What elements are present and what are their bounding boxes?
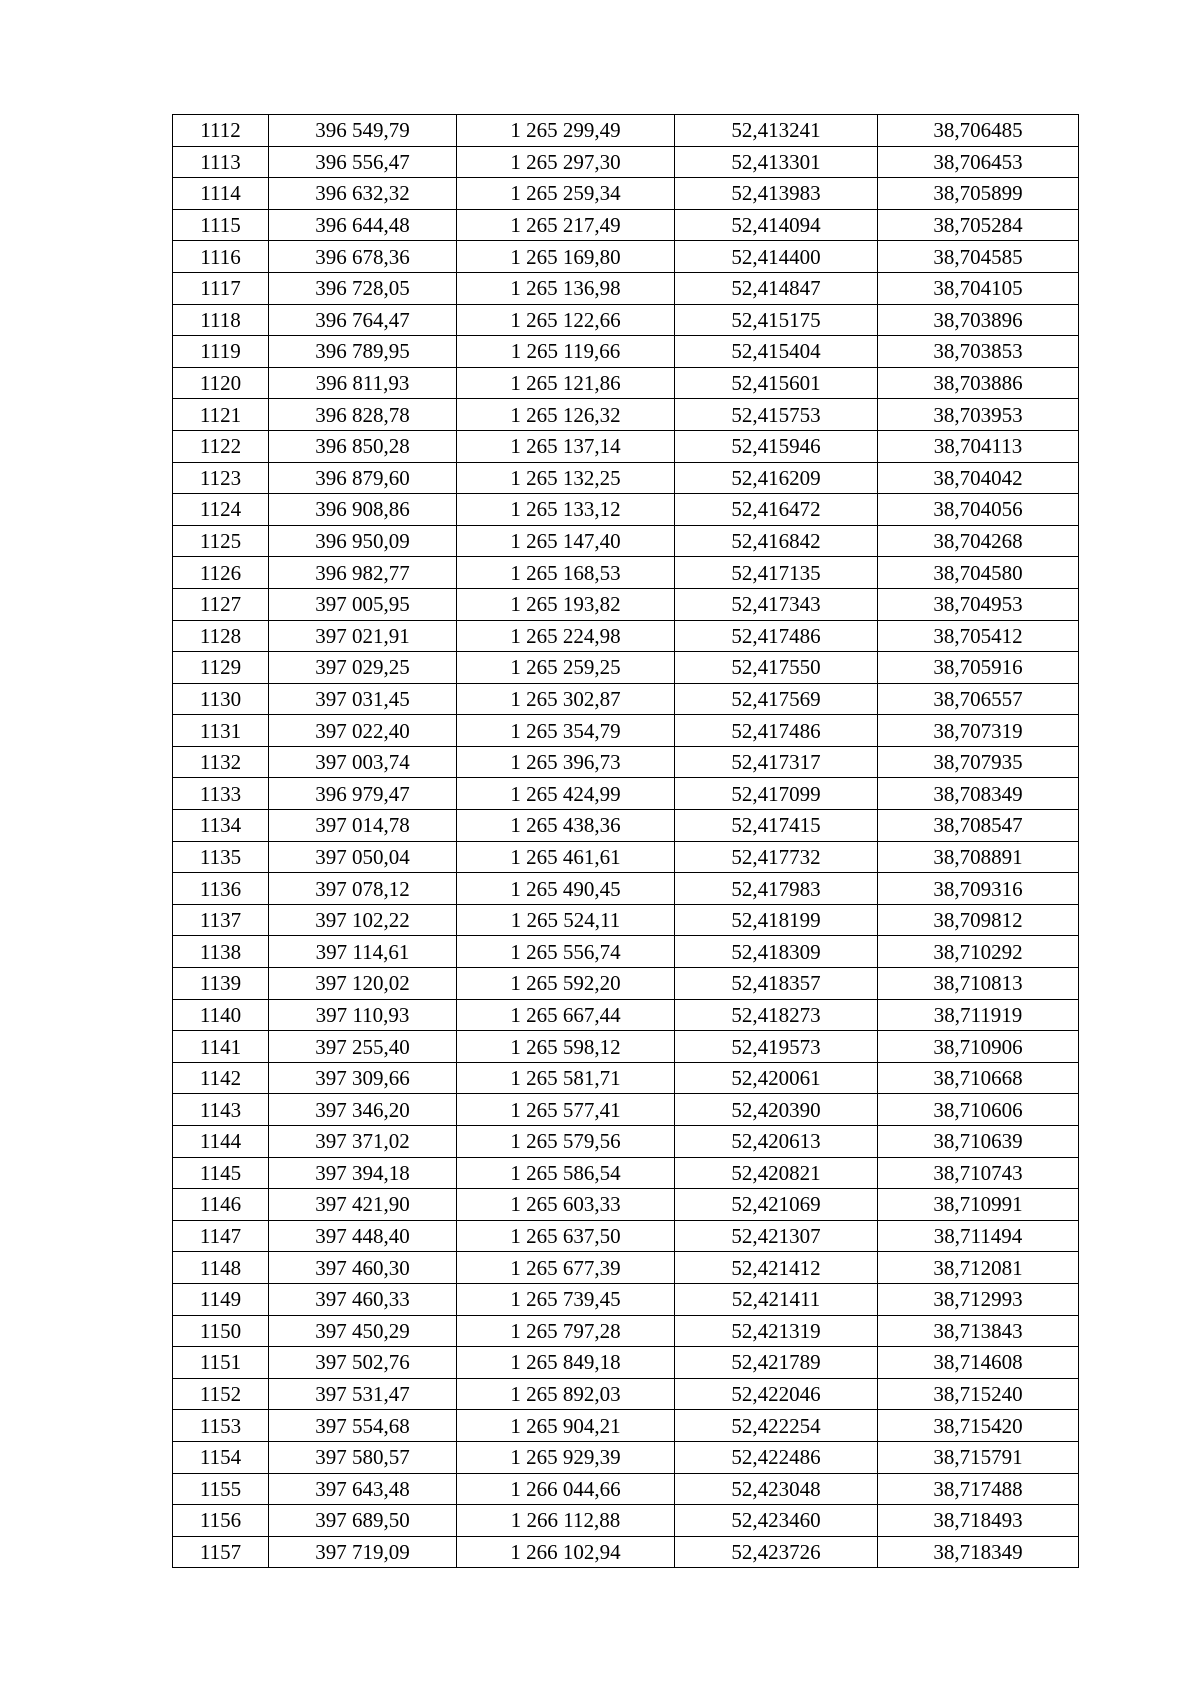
x-coordinate-cell: 397 450,29 bbox=[269, 1315, 457, 1347]
longitude-cell: 38,706453 bbox=[878, 146, 1079, 178]
longitude-cell: 38,704268 bbox=[878, 525, 1079, 557]
latitude-cell: 52,417343 bbox=[675, 588, 878, 620]
longitude-cell: 38,711494 bbox=[878, 1220, 1079, 1252]
x-coordinate-cell: 397 110,93 bbox=[269, 999, 457, 1031]
longitude-cell: 38,709812 bbox=[878, 904, 1079, 936]
coordinates-table bbox=[172, 114, 1079, 1568]
point-number-cell: 1121 bbox=[173, 399, 269, 431]
latitude-cell: 52,421412 bbox=[675, 1252, 878, 1284]
longitude-cell: 38,707319 bbox=[878, 715, 1079, 747]
x-coordinate-cell: 396 632,32 bbox=[269, 178, 457, 210]
y-coordinate-cell: 1 265 126,32 bbox=[457, 399, 675, 431]
point-number-cell: 1116 bbox=[173, 241, 269, 273]
point-number-cell: 1144 bbox=[173, 1126, 269, 1158]
longitude-cell: 38,710743 bbox=[878, 1157, 1079, 1189]
table-row bbox=[173, 778, 1079, 810]
table-row bbox=[173, 936, 1079, 968]
latitude-cell: 52,413241 bbox=[675, 115, 878, 147]
longitude-cell: 38,703886 bbox=[878, 367, 1079, 399]
point-number-cell: 1117 bbox=[173, 272, 269, 304]
latitude-cell: 52,414094 bbox=[675, 209, 878, 241]
latitude-cell: 52,418199 bbox=[675, 904, 878, 936]
latitude-cell: 52,422046 bbox=[675, 1378, 878, 1410]
table-row bbox=[173, 1126, 1079, 1158]
x-coordinate-cell: 396 850,28 bbox=[269, 430, 457, 462]
coordinates-table-body bbox=[173, 115, 1079, 1568]
x-coordinate-cell: 397 643,48 bbox=[269, 1473, 457, 1505]
x-coordinate-cell: 396 811,93 bbox=[269, 367, 457, 399]
latitude-cell: 52,421411 bbox=[675, 1283, 878, 1315]
x-coordinate-cell: 396 979,47 bbox=[269, 778, 457, 810]
x-coordinate-cell: 397 050,04 bbox=[269, 841, 457, 873]
point-number-cell: 1148 bbox=[173, 1252, 269, 1284]
latitude-cell: 52,417135 bbox=[675, 557, 878, 589]
y-coordinate-cell: 1 265 929,39 bbox=[457, 1441, 675, 1473]
latitude-cell: 52,417569 bbox=[675, 683, 878, 715]
latitude-cell: 52,417486 bbox=[675, 620, 878, 652]
longitude-cell: 38,708891 bbox=[878, 841, 1079, 873]
point-number-cell: 1138 bbox=[173, 936, 269, 968]
point-number-cell: 1115 bbox=[173, 209, 269, 241]
x-coordinate-cell: 397 005,95 bbox=[269, 588, 457, 620]
longitude-cell: 38,710668 bbox=[878, 1062, 1079, 1094]
point-number-cell: 1114 bbox=[173, 178, 269, 210]
x-coordinate-cell: 396 549,79 bbox=[269, 115, 457, 147]
table-row bbox=[173, 462, 1079, 494]
point-number-cell: 1113 bbox=[173, 146, 269, 178]
point-number-cell: 1139 bbox=[173, 968, 269, 1000]
longitude-cell: 38,710639 bbox=[878, 1126, 1079, 1158]
latitude-cell: 52,420390 bbox=[675, 1094, 878, 1126]
longitude-cell: 38,703896 bbox=[878, 304, 1079, 336]
longitude-cell: 38,718349 bbox=[878, 1536, 1079, 1568]
point-number-cell: 1154 bbox=[173, 1441, 269, 1473]
table-row bbox=[173, 304, 1079, 336]
point-number-cell: 1124 bbox=[173, 494, 269, 526]
x-coordinate-cell: 397 394,18 bbox=[269, 1157, 457, 1189]
point-number-cell: 1147 bbox=[173, 1220, 269, 1252]
longitude-cell: 38,708349 bbox=[878, 778, 1079, 810]
point-number-cell: 1140 bbox=[173, 999, 269, 1031]
latitude-cell: 52,422486 bbox=[675, 1441, 878, 1473]
table-row bbox=[173, 1347, 1079, 1379]
x-coordinate-cell: 396 879,60 bbox=[269, 462, 457, 494]
latitude-cell: 52,417486 bbox=[675, 715, 878, 747]
point-number-cell: 1145 bbox=[173, 1157, 269, 1189]
longitude-cell: 38,709316 bbox=[878, 873, 1079, 905]
table-row bbox=[173, 620, 1079, 652]
y-coordinate-cell: 1 265 224,98 bbox=[457, 620, 675, 652]
table-row bbox=[173, 399, 1079, 431]
y-coordinate-cell: 1 265 461,61 bbox=[457, 841, 675, 873]
longitude-cell: 38,704056 bbox=[878, 494, 1079, 526]
x-coordinate-cell: 397 346,20 bbox=[269, 1094, 457, 1126]
y-coordinate-cell: 1 265 603,33 bbox=[457, 1189, 675, 1221]
y-coordinate-cell: 1 265 132,25 bbox=[457, 462, 675, 494]
y-coordinate-cell: 1 265 147,40 bbox=[457, 525, 675, 557]
longitude-cell: 38,715240 bbox=[878, 1378, 1079, 1410]
point-number-cell: 1119 bbox=[173, 336, 269, 368]
latitude-cell: 52,423726 bbox=[675, 1536, 878, 1568]
y-coordinate-cell: 1 265 438,36 bbox=[457, 810, 675, 842]
point-number-cell: 1127 bbox=[173, 588, 269, 620]
longitude-cell: 38,710606 bbox=[878, 1094, 1079, 1126]
longitude-cell: 38,717488 bbox=[878, 1473, 1079, 1505]
x-coordinate-cell: 397 078,12 bbox=[269, 873, 457, 905]
table-row bbox=[173, 1189, 1079, 1221]
latitude-cell: 52,415753 bbox=[675, 399, 878, 431]
latitude-cell: 52,418309 bbox=[675, 936, 878, 968]
x-coordinate-cell: 397 580,57 bbox=[269, 1441, 457, 1473]
longitude-cell: 38,715791 bbox=[878, 1441, 1079, 1473]
x-coordinate-cell: 397 102,22 bbox=[269, 904, 457, 936]
longitude-cell: 38,710906 bbox=[878, 1031, 1079, 1063]
point-number-cell: 1152 bbox=[173, 1378, 269, 1410]
latitude-cell: 52,422254 bbox=[675, 1410, 878, 1442]
table-row bbox=[173, 1220, 1079, 1252]
y-coordinate-cell: 1 265 259,34 bbox=[457, 178, 675, 210]
point-number-cell: 1142 bbox=[173, 1062, 269, 1094]
x-coordinate-cell: 397 448,40 bbox=[269, 1220, 457, 1252]
table-row bbox=[173, 683, 1079, 715]
table-row bbox=[173, 241, 1079, 273]
x-coordinate-cell: 397 022,40 bbox=[269, 715, 457, 747]
x-coordinate-cell: 397 021,91 bbox=[269, 620, 457, 652]
point-number-cell: 1134 bbox=[173, 810, 269, 842]
longitude-cell: 38,706485 bbox=[878, 115, 1079, 147]
y-coordinate-cell: 1 265 137,14 bbox=[457, 430, 675, 462]
table-row bbox=[173, 494, 1079, 526]
x-coordinate-cell: 396 789,95 bbox=[269, 336, 457, 368]
table-row bbox=[173, 146, 1079, 178]
y-coordinate-cell: 1 265 892,03 bbox=[457, 1378, 675, 1410]
latitude-cell: 52,418357 bbox=[675, 968, 878, 1000]
x-coordinate-cell: 397 031,45 bbox=[269, 683, 457, 715]
table-row bbox=[173, 1378, 1079, 1410]
x-coordinate-cell: 396 908,86 bbox=[269, 494, 457, 526]
x-coordinate-cell: 397 554,68 bbox=[269, 1410, 457, 1442]
table-row bbox=[173, 652, 1079, 684]
point-number-cell: 1120 bbox=[173, 367, 269, 399]
latitude-cell: 52,417983 bbox=[675, 873, 878, 905]
x-coordinate-cell: 397 029,25 bbox=[269, 652, 457, 684]
longitude-cell: 38,712081 bbox=[878, 1252, 1079, 1284]
x-coordinate-cell: 397 003,74 bbox=[269, 746, 457, 778]
x-coordinate-cell: 396 678,36 bbox=[269, 241, 457, 273]
y-coordinate-cell: 1 265 667,44 bbox=[457, 999, 675, 1031]
x-coordinate-cell: 397 531,47 bbox=[269, 1378, 457, 1410]
y-coordinate-cell: 1 265 133,12 bbox=[457, 494, 675, 526]
table-row bbox=[173, 1094, 1079, 1126]
y-coordinate-cell: 1 265 577,41 bbox=[457, 1094, 675, 1126]
y-coordinate-cell: 1 266 102,94 bbox=[457, 1536, 675, 1568]
longitude-cell: 38,710292 bbox=[878, 936, 1079, 968]
point-number-cell: 1136 bbox=[173, 873, 269, 905]
y-coordinate-cell: 1 265 797,28 bbox=[457, 1315, 675, 1347]
latitude-cell: 52,417099 bbox=[675, 778, 878, 810]
y-coordinate-cell: 1 265 136,98 bbox=[457, 272, 675, 304]
longitude-cell: 38,713843 bbox=[878, 1315, 1079, 1347]
x-coordinate-cell: 396 644,48 bbox=[269, 209, 457, 241]
longitude-cell: 38,704585 bbox=[878, 241, 1079, 273]
table-row bbox=[173, 178, 1079, 210]
y-coordinate-cell: 1 265 424,99 bbox=[457, 778, 675, 810]
point-number-cell: 1141 bbox=[173, 1031, 269, 1063]
y-coordinate-cell: 1 265 297,30 bbox=[457, 146, 675, 178]
table-row bbox=[173, 1031, 1079, 1063]
table-row bbox=[173, 746, 1079, 778]
point-number-cell: 1125 bbox=[173, 525, 269, 557]
longitude-cell: 38,711919 bbox=[878, 999, 1079, 1031]
x-coordinate-cell: 397 371,02 bbox=[269, 1126, 457, 1158]
point-number-cell: 1149 bbox=[173, 1283, 269, 1315]
longitude-cell: 38,707935 bbox=[878, 746, 1079, 778]
y-coordinate-cell: 1 265 739,45 bbox=[457, 1283, 675, 1315]
latitude-cell: 52,413983 bbox=[675, 178, 878, 210]
table-row bbox=[173, 525, 1079, 557]
point-number-cell: 1130 bbox=[173, 683, 269, 715]
y-coordinate-cell: 1 265 168,53 bbox=[457, 557, 675, 589]
table-row bbox=[173, 810, 1079, 842]
x-coordinate-cell: 396 982,77 bbox=[269, 557, 457, 589]
point-number-cell: 1151 bbox=[173, 1347, 269, 1379]
x-coordinate-cell: 397 502,76 bbox=[269, 1347, 457, 1379]
longitude-cell: 38,703953 bbox=[878, 399, 1079, 431]
longitude-cell: 38,710991 bbox=[878, 1189, 1079, 1221]
y-coordinate-cell: 1 265 586,54 bbox=[457, 1157, 675, 1189]
x-coordinate-cell: 397 014,78 bbox=[269, 810, 457, 842]
table-row bbox=[173, 367, 1079, 399]
latitude-cell: 52,416209 bbox=[675, 462, 878, 494]
longitude-cell: 38,715420 bbox=[878, 1410, 1079, 1442]
y-coordinate-cell: 1 265 121,86 bbox=[457, 367, 675, 399]
latitude-cell: 52,421069 bbox=[675, 1189, 878, 1221]
point-number-cell: 1150 bbox=[173, 1315, 269, 1347]
x-coordinate-cell: 397 421,90 bbox=[269, 1189, 457, 1221]
y-coordinate-cell: 1 265 259,25 bbox=[457, 652, 675, 684]
latitude-cell: 52,421307 bbox=[675, 1220, 878, 1252]
x-coordinate-cell: 397 719,09 bbox=[269, 1536, 457, 1568]
table-row bbox=[173, 272, 1079, 304]
x-coordinate-cell: 396 764,47 bbox=[269, 304, 457, 336]
longitude-cell: 38,712993 bbox=[878, 1283, 1079, 1315]
y-coordinate-cell: 1 265 524,11 bbox=[457, 904, 675, 936]
x-coordinate-cell: 396 728,05 bbox=[269, 272, 457, 304]
longitude-cell: 38,704113 bbox=[878, 430, 1079, 462]
latitude-cell: 52,415404 bbox=[675, 336, 878, 368]
y-coordinate-cell: 1 265 581,71 bbox=[457, 1062, 675, 1094]
y-coordinate-cell: 1 265 169,80 bbox=[457, 241, 675, 273]
longitude-cell: 38,710813 bbox=[878, 968, 1079, 1000]
longitude-cell: 38,704580 bbox=[878, 557, 1079, 589]
longitude-cell: 38,704953 bbox=[878, 588, 1079, 620]
point-number-cell: 1112 bbox=[173, 115, 269, 147]
point-number-cell: 1128 bbox=[173, 620, 269, 652]
latitude-cell: 52,415946 bbox=[675, 430, 878, 462]
table-row bbox=[173, 588, 1079, 620]
table-row bbox=[173, 1410, 1079, 1442]
table-row bbox=[173, 1252, 1079, 1284]
table-row bbox=[173, 430, 1079, 462]
x-coordinate-cell: 397 114,61 bbox=[269, 936, 457, 968]
latitude-cell: 52,416842 bbox=[675, 525, 878, 557]
latitude-cell: 52,414400 bbox=[675, 241, 878, 273]
latitude-cell: 52,417317 bbox=[675, 746, 878, 778]
latitude-cell: 52,413301 bbox=[675, 146, 878, 178]
latitude-cell: 52,417415 bbox=[675, 810, 878, 842]
longitude-cell: 38,705284 bbox=[878, 209, 1079, 241]
table-row bbox=[173, 115, 1079, 147]
point-number-cell: 1131 bbox=[173, 715, 269, 747]
longitude-cell: 38,705899 bbox=[878, 178, 1079, 210]
latitude-cell: 52,417732 bbox=[675, 841, 878, 873]
x-coordinate-cell: 397 460,30 bbox=[269, 1252, 457, 1284]
table-row bbox=[173, 841, 1079, 873]
y-coordinate-cell: 1 265 677,39 bbox=[457, 1252, 675, 1284]
table-row bbox=[173, 1505, 1079, 1537]
y-coordinate-cell: 1 265 119,66 bbox=[457, 336, 675, 368]
latitude-cell: 52,416472 bbox=[675, 494, 878, 526]
x-coordinate-cell: 396 950,09 bbox=[269, 525, 457, 557]
latitude-cell: 52,419573 bbox=[675, 1031, 878, 1063]
latitude-cell: 52,423048 bbox=[675, 1473, 878, 1505]
latitude-cell: 52,420613 bbox=[675, 1126, 878, 1158]
point-number-cell: 1146 bbox=[173, 1189, 269, 1221]
point-number-cell: 1155 bbox=[173, 1473, 269, 1505]
longitude-cell: 38,705412 bbox=[878, 620, 1079, 652]
longitude-cell: 38,704105 bbox=[878, 272, 1079, 304]
y-coordinate-cell: 1 265 556,74 bbox=[457, 936, 675, 968]
point-number-cell: 1122 bbox=[173, 430, 269, 462]
x-coordinate-cell: 396 828,78 bbox=[269, 399, 457, 431]
table-row bbox=[173, 336, 1079, 368]
point-number-cell: 1118 bbox=[173, 304, 269, 336]
table-row bbox=[173, 557, 1079, 589]
table-row bbox=[173, 1157, 1079, 1189]
point-number-cell: 1156 bbox=[173, 1505, 269, 1537]
table-row bbox=[173, 999, 1079, 1031]
x-coordinate-cell: 397 120,02 bbox=[269, 968, 457, 1000]
longitude-cell: 38,703853 bbox=[878, 336, 1079, 368]
table-row bbox=[173, 873, 1079, 905]
x-coordinate-cell: 397 255,40 bbox=[269, 1031, 457, 1063]
longitude-cell: 38,718493 bbox=[878, 1505, 1079, 1537]
latitude-cell: 52,415175 bbox=[675, 304, 878, 336]
table-row bbox=[173, 904, 1079, 936]
y-coordinate-cell: 1 265 122,66 bbox=[457, 304, 675, 336]
x-coordinate-cell: 397 460,33 bbox=[269, 1283, 457, 1315]
table-row bbox=[173, 1315, 1079, 1347]
longitude-cell: 38,705916 bbox=[878, 652, 1079, 684]
y-coordinate-cell: 1 265 193,82 bbox=[457, 588, 675, 620]
table-row bbox=[173, 1283, 1079, 1315]
latitude-cell: 52,421319 bbox=[675, 1315, 878, 1347]
y-coordinate-cell: 1 265 579,56 bbox=[457, 1126, 675, 1158]
table-row bbox=[173, 1062, 1079, 1094]
table-row bbox=[173, 209, 1079, 241]
y-coordinate-cell: 1 265 598,12 bbox=[457, 1031, 675, 1063]
y-coordinate-cell: 1 265 904,21 bbox=[457, 1410, 675, 1442]
latitude-cell: 52,414847 bbox=[675, 272, 878, 304]
y-coordinate-cell: 1 265 354,79 bbox=[457, 715, 675, 747]
longitude-cell: 38,706557 bbox=[878, 683, 1079, 715]
point-number-cell: 1129 bbox=[173, 652, 269, 684]
table-row bbox=[173, 968, 1079, 1000]
y-coordinate-cell: 1 265 217,49 bbox=[457, 209, 675, 241]
latitude-cell: 52,418273 bbox=[675, 999, 878, 1031]
point-number-cell: 1157 bbox=[173, 1536, 269, 1568]
point-number-cell: 1137 bbox=[173, 904, 269, 936]
y-coordinate-cell: 1 266 044,66 bbox=[457, 1473, 675, 1505]
point-number-cell: 1143 bbox=[173, 1094, 269, 1126]
latitude-cell: 52,421789 bbox=[675, 1347, 878, 1379]
y-coordinate-cell: 1 265 637,50 bbox=[457, 1220, 675, 1252]
y-coordinate-cell: 1 266 112,88 bbox=[457, 1505, 675, 1537]
y-coordinate-cell: 1 265 299,49 bbox=[457, 115, 675, 147]
y-coordinate-cell: 1 265 302,87 bbox=[457, 683, 675, 715]
table-row bbox=[173, 1536, 1079, 1568]
table-row bbox=[173, 715, 1079, 747]
y-coordinate-cell: 1 265 490,45 bbox=[457, 873, 675, 905]
latitude-cell: 52,420061 bbox=[675, 1062, 878, 1094]
latitude-cell: 52,417550 bbox=[675, 652, 878, 684]
table-row bbox=[173, 1473, 1079, 1505]
point-number-cell: 1135 bbox=[173, 841, 269, 873]
latitude-cell: 52,420821 bbox=[675, 1157, 878, 1189]
longitude-cell: 38,708547 bbox=[878, 810, 1079, 842]
longitude-cell: 38,714608 bbox=[878, 1347, 1079, 1379]
x-coordinate-cell: 397 309,66 bbox=[269, 1062, 457, 1094]
y-coordinate-cell: 1 265 849,18 bbox=[457, 1347, 675, 1379]
x-coordinate-cell: 397 689,50 bbox=[269, 1505, 457, 1537]
longitude-cell: 38,704042 bbox=[878, 462, 1079, 494]
latitude-cell: 52,423460 bbox=[675, 1505, 878, 1537]
y-coordinate-cell: 1 265 592,20 bbox=[457, 968, 675, 1000]
point-number-cell: 1123 bbox=[173, 462, 269, 494]
latitude-cell: 52,415601 bbox=[675, 367, 878, 399]
point-number-cell: 1132 bbox=[173, 746, 269, 778]
y-coordinate-cell: 1 265 396,73 bbox=[457, 746, 675, 778]
point-number-cell: 1126 bbox=[173, 557, 269, 589]
table-row bbox=[173, 1441, 1079, 1473]
point-number-cell: 1153 bbox=[173, 1410, 269, 1442]
x-coordinate-cell: 396 556,47 bbox=[269, 146, 457, 178]
point-number-cell: 1133 bbox=[173, 778, 269, 810]
